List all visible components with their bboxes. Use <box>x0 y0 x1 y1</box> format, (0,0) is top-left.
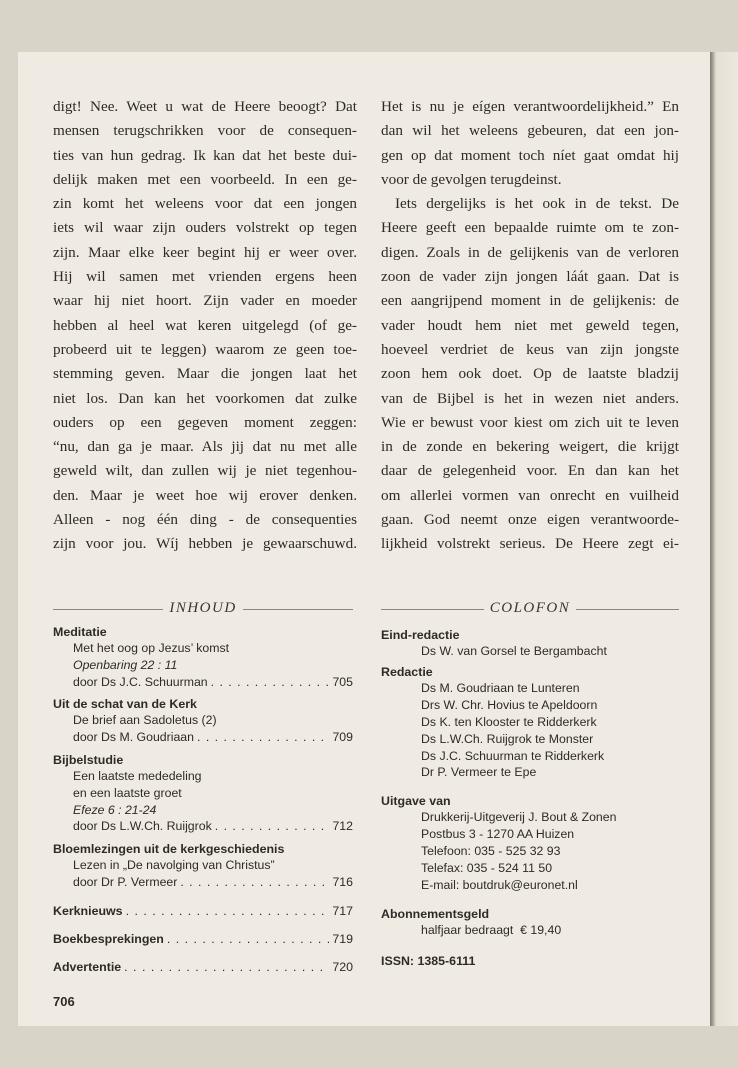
colofon-line: Telefax: 035 - 524 11 50 <box>421 861 553 876</box>
colofon-line: Ds L.W.Ch. Ruijgrok te Monster <box>421 731 594 746</box>
text-line: zoon de vader zijn jongen láát gaan. Dat is <box>381 268 679 286</box>
toc-entry-boekbesprekingen[interactable] <box>53 931 353 947</box>
text-line: hoeveel verdriet de keus van zijn jongste <box>381 340 679 358</box>
toc-scripture: Openbaring 22 : 11 <box>73 657 178 672</box>
toc-page: 717 <box>332 903 353 918</box>
colofon-line: Ds K. ten Klooster te Ridderkerk <box>421 714 597 729</box>
toc-entry[interactable] <box>53 874 353 891</box>
colofon-line: Dr P. Vermeer te Epe <box>421 765 537 780</box>
colofon-line: halfjaar bedraagt € 19,40 <box>421 922 562 937</box>
toc-subtitle: Lezen in „De navolging van Christus” <box>73 858 275 873</box>
toc-entry[interactable] <box>53 674 353 691</box>
text-line: Wie er bewust voor kiest om zich uit te leven <box>381 413 679 431</box>
text-line: Het is nu je eígen verantwoordelijkheid.” En <box>381 98 679 115</box>
colofon-section-title: Redactie <box>381 664 433 679</box>
colofon-line: Ds M. Goudriaan te Lunteren <box>421 680 580 695</box>
toc-section-title: Kerknieuws <box>53 903 123 918</box>
toc-section-title: Meditatie <box>53 625 107 639</box>
article-column-right <box>381 95 679 557</box>
toc-dots <box>167 931 329 947</box>
text-line: gaan. God neemt onze eigen verantwoorde- <box>381 511 679 529</box>
colofon-section-title: Eind-redactie <box>381 628 460 642</box>
text-line: Alleen - nog één ding - de consequenties <box>53 511 357 529</box>
toc-section-title: Boekbesprekingen <box>53 931 164 946</box>
text-line: van de Bijbel is het in wezen niet anders. <box>381 389 679 407</box>
text-line: digen. Zoals in de gelijkenis van de verloren <box>381 243 679 261</box>
toc-dots <box>197 729 329 746</box>
inhoud-heading: INHOUD <box>53 600 353 618</box>
text-line: vader houdt hem niet met geweld tegen, <box>381 316 679 334</box>
toc-page: 705 <box>332 674 353 689</box>
toc-subtitle: Een laatste mededeling <box>73 768 202 783</box>
text-line: niet los. Dan kan het voorkomen dat zulke <box>53 389 357 407</box>
toc-author: door Ds L.W.Ch. Ruijgrok <box>73 819 212 834</box>
colofon-line: Drs W. Chr. Hovius te Apeldoorn <box>421 697 598 712</box>
text-line: gen op dat moment toch níet gaat omdat hij <box>381 146 679 164</box>
toc-page: 720 <box>332 959 353 974</box>
toc-author: door Ds J.C. Schuurman <box>73 674 208 689</box>
colofon-line: Ds J.C. Schuurman te Ridderkerk <box>421 748 605 763</box>
toc-author: door Ds M. Goudriaan <box>73 730 194 745</box>
text-line: lijkheid volstrekt serieus. De Heere zegt ei- <box>381 535 679 553</box>
toc-page: 709 <box>332 730 353 745</box>
text-line: “nu, dan ga je maar. Als jij dat nu met alle <box>53 438 357 456</box>
colofon-heading: COLOFON <box>381 600 679 618</box>
text-line: een aangrijpend moment in de gelijkenis: de <box>381 292 679 310</box>
colofon-line: Ds W. van Gorsel te Bergambacht <box>421 644 607 658</box>
text-line: in de zonde en bekering weigert, die krijgt <box>381 438 679 456</box>
text-line: Heere geeft een bepaalde ruimte om te zon- <box>381 219 679 237</box>
article-column-left <box>53 95 357 557</box>
toc-dots <box>126 903 330 919</box>
toc-page: 712 <box>332 819 353 834</box>
text-line: mensen terugschrikken voor de consequen- <box>53 122 357 140</box>
text-line: Hij wil samen met vrienden ergens heen <box>53 268 357 286</box>
toc-subtitle: De brief aan Sadoletus (2) <box>73 713 217 728</box>
toc-section-title: Uit de schat van de Kerk <box>53 697 197 712</box>
text-line: voor de gevolgen terugdeinst. <box>381 170 562 188</box>
next-page-edge <box>710 52 738 1026</box>
colofon-box <box>381 600 679 969</box>
text-line: ouders op een gegeven moment zeggen: <box>53 413 357 431</box>
inhoud-box <box>53 600 353 975</box>
issn: ISSN: 1385-6111 <box>381 953 476 968</box>
text-line: Iets dergelijks is het ook in de tekst. De <box>395 195 679 213</box>
toc-subtitle: Met het oog op Jezus’ komst <box>73 641 230 655</box>
toc-scripture: Efeze 6 : 21-24 <box>73 802 157 817</box>
text-line: ties van hun gedrag. Ik kan dat het beste dui- <box>53 146 357 164</box>
toc-dots <box>124 959 329 975</box>
colofon-line: Postbus 3 - 1270 AA Huizen <box>421 827 575 842</box>
text-line: zin komt het weleens voor dat een jongen <box>53 195 357 213</box>
text-line: dan wil het weleens gebeuren, dat een jon- <box>381 122 679 140</box>
toc-section-title: Bloemlezingen uit de kerkgeschiedenis <box>53 842 285 857</box>
text-line: hebben al heel wat keren uitgelegd (of ge- <box>53 316 357 334</box>
text-line: zijn voor jou. Wíj hebben je gewaarschuwd. <box>53 535 357 553</box>
toc-dots <box>215 818 330 835</box>
text-line: zoon hem ook doet. Op de laatste bladzij <box>381 365 679 383</box>
text-line: delijk maken met een voorbeeld. In een ge- <box>53 170 357 188</box>
text-line: iets wil waar zijn ouders volstrekt op tegen <box>53 219 357 237</box>
text-line: digt! Nee. Weet u wat de Heere beoogt? Dat <box>53 98 357 115</box>
toc-page: 719 <box>332 931 353 946</box>
colofon-section-title: Abonnementsgeld <box>381 906 490 921</box>
toc-author: door Dr P. Vermeer <box>73 874 178 889</box>
toc-section-title: Advertentie <box>53 959 122 974</box>
toc-entry[interactable] <box>53 818 353 835</box>
toc-entry[interactable] <box>53 729 353 746</box>
toc-entry-kerknieuws[interactable] <box>53 903 353 919</box>
toc-dots <box>180 874 329 891</box>
colofon-line: Drukkerij-Uitgeverij J. Bout & Zonen <box>421 810 617 825</box>
text-line: om allerlei vormen van onrecht en vuilheid <box>381 486 679 504</box>
text-line: daar de gelegenheid voor. En dan kan het <box>381 462 679 480</box>
toc-subtitle: en een laatste groet <box>73 785 182 800</box>
text-line: zijn. Maar elke keer begint hij er weer over. <box>53 243 357 261</box>
toc-section-title: Bijbelstudie <box>53 752 124 767</box>
page-number: 706 <box>53 994 75 1009</box>
text-line: waar hij niet hoort. Zijn vader en moeder <box>53 292 357 310</box>
toc-page: 716 <box>332 874 353 889</box>
text-line: stemming geven. Maar die jongen laat het <box>53 365 357 383</box>
email-link[interactable]: E-mail: boutdruk@euronet.nl <box>421 877 578 892</box>
text-line: den. Maar je weet hoe wij erover denken. <box>53 486 357 504</box>
toc-entry-advertentie[interactable] <box>53 959 353 975</box>
text-line: probeerd uit te leggen) waarom ze geen toe- <box>53 340 357 358</box>
colofon-section-title: Uitgave van <box>381 794 451 809</box>
colofon-line: Telefoon: 035 - 525 32 93 <box>421 844 561 859</box>
toc-dots <box>211 674 330 691</box>
text-line: geweld wilt, dan zullen wij je niet tegenhou- <box>53 462 357 480</box>
